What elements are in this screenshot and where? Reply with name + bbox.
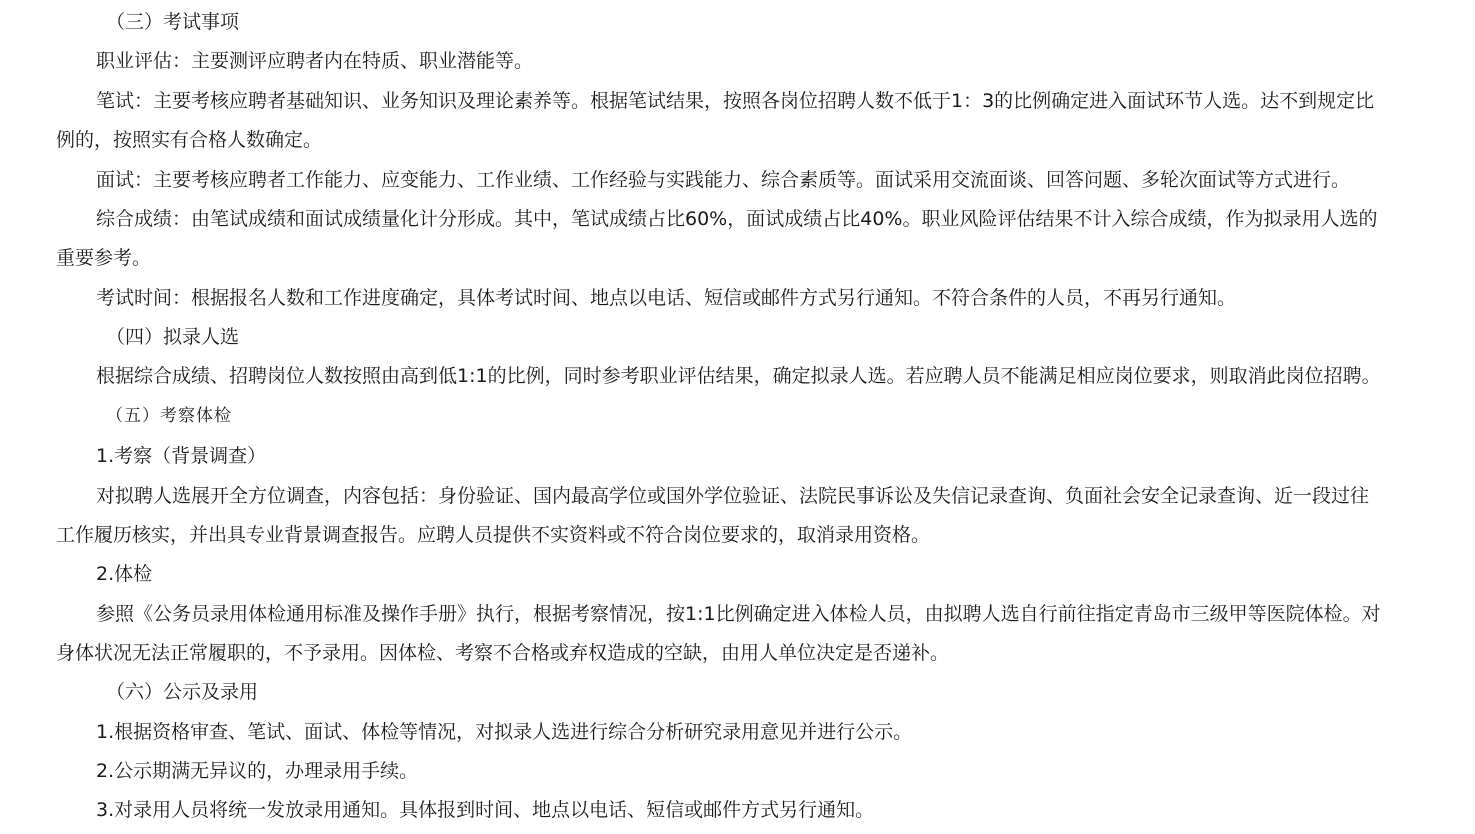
paragraph-composite-score-line1: 综合成绩：由笔试成绩和面试成绩量化计分形成。其中，笔试成绩占比60%，面试成绩占比40%。职业风险评估结果不计入综合成绩，作为拟录用人选的 [96, 208, 1378, 230]
section-heading-publicity-hiring: （六）公示及录用 [106, 681, 259, 703]
paragraph-background-check-line2: 工作履历核实，并出具专业背景调查报告。应聘人员提供不实资料或不符合岗位要求的，取消录用资格。 [56, 524, 931, 546]
paragraph-background-check-line1: 对拟聘人选展开全方位调查，内容包括：身份验证、国内最高学位或国外学位验证、法院民事诉讼及失信记录查询、负面社会安全记录查询、近一段过往 [96, 485, 1370, 507]
paragraph-written-exam-line1: 笔试：主要考核应聘者基础知识、业务知识及理论素养等。根据笔试结果，按照各岗位招聘人数不低于1：3的比例确定进入面试环节人选。达不到规定比 [96, 90, 1375, 112]
section-heading-exam-matters: （三）考试事项 [106, 11, 240, 33]
paragraph-physical-exam-line1: 参照《公务员录用体检通用标准及操作手册》执行，根据考察情况，按1:1比例确定进入体检人员，由拟聘人选自行前往指定青岛市三级甲等医院体检。对 [96, 603, 1381, 625]
paragraph-exam-time: 考试时间：根据报名人数和工作进度确定，具体考试时间、地点以电话、短信或邮件方式另行通知。不符合条件的人员，不再另行通知。 [96, 287, 1237, 309]
paragraph-written-exam-line2: 例的，按照实有合格人数确定。 [56, 129, 323, 151]
subheading-physical-exam: 2.体检 [96, 563, 153, 585]
paragraph-hiring-notice: 3.对录用人员将统一发放录用通知。具体报到时间、地点以电话、短信或邮件方式另行通知。 [96, 799, 875, 821]
section-heading-inspection-exam: （五）考察体检 [106, 406, 232, 426]
section-heading-candidates: （四）拟录人选 [106, 326, 240, 348]
paragraph-career-assessment: 职业评估：主要测评应聘者内在特质、职业潜能等。 [96, 50, 534, 72]
paragraph-composite-score-line2: 重要参考。 [56, 247, 152, 269]
paragraph-hiring-procedure: 2.公示期满无异议的，办理录用手续。 [96, 760, 419, 782]
paragraph-physical-exam-line2: 身体状况无法正常履职的，不予录用。因体检、考察不合格或弃权造成的空缺，由用人单位决定是否递补。 [56, 642, 950, 664]
subheading-background-check: 1.考察（背景调查） [96, 445, 267, 467]
paragraph-interview: 面试：主要考核应聘者工作能力、应变能力、工作业绩、工作经验与实践能力、综合素质等。面试采用交流面谈、回答问题、多轮次面试等方式进行。 [96, 169, 1351, 191]
paragraph-publicity: 1.根据资格审查、笔试、面试、体检等情况，对拟录人选进行综合分析研究录用意见并进行公示。 [96, 721, 913, 743]
paragraph-candidate-selection: 根据综合成绩、招聘岗位人数按照由高到低1:1的比例，同时参考职业评估结果，确定拟录人选。若应聘人员不能满足相应岗位要求，则取消此岗位招聘。 [96, 365, 1381, 387]
